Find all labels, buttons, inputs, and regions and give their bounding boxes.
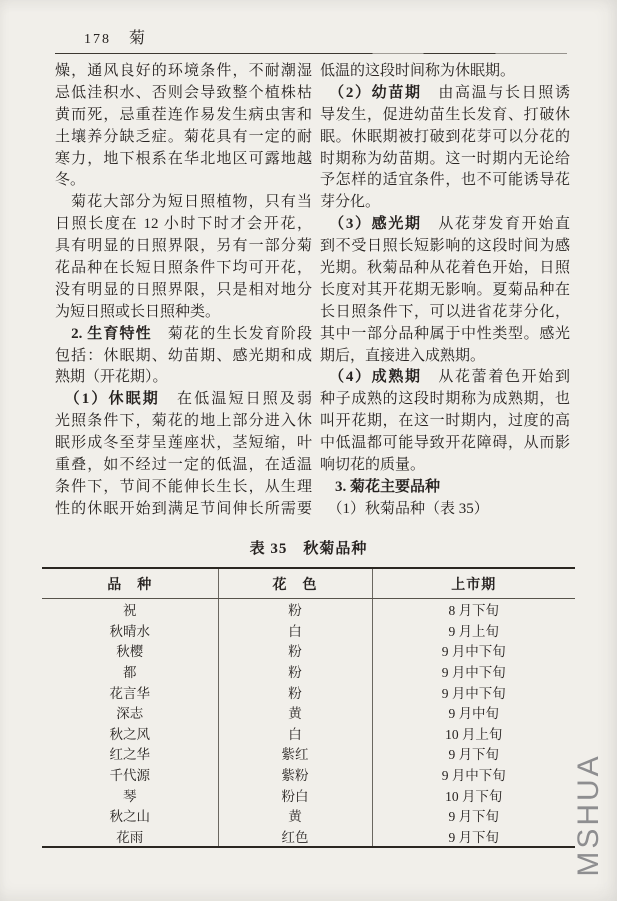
text-line: 菊花大部分为短日照植物，只有当 [55,194,312,211]
table-row [42,805,575,826]
variety-cell: 花雨 [42,826,218,848]
variety-cell: 深志 [42,702,218,723]
text-line: 花品种在长短日照条件下均可开花， [55,260,312,277]
text-line: 土壤养分缺乏症。菊花具有一定的耐 [55,128,312,145]
text-line: 为短日照或长日照种类。 [55,303,221,320]
table-row [42,661,575,682]
flower-color-cell: 粉 [218,681,372,702]
text-line: 响切花的质量。 [320,457,426,474]
text-line: 长度对其开花期无影响。夏菊品种在 [320,281,570,298]
text-line: 光照条件下，菊花的地上部分进入休 [55,413,312,430]
flower-color-cell: 粉白 [218,784,372,805]
table-row [42,681,575,702]
text-line: 叫开花期，在这一时期内，过度的高 [320,413,570,430]
flower-color-cell: 粉 [218,599,372,620]
text-line: 其中一部分品种属于中性类型。感光 [320,325,570,342]
market-period-cell: 8 月下旬 [448,603,500,619]
table-row [42,620,575,641]
text-line: 予怎样的适宜条件，也不可能诱导花 [320,172,570,189]
table-header-row [42,568,575,599]
variety-cell: 红之华 [42,743,218,764]
header-flower-color: 花 色 [218,568,372,599]
text-line: 长日照条件下，可以进省花芽分化， [320,303,570,320]
table-row [42,743,575,764]
market-period-cell: 9 月中下旬 [441,685,506,701]
table-row [42,599,575,620]
text-line: 导发生，促进幼苗生长发育、打破休 [320,106,570,123]
variety-cell: 千代源 [42,764,218,785]
header-rule [55,53,567,54]
table-row [42,640,575,661]
market-period-cell: 9 月中下旬 [441,665,506,681]
table-row [42,723,575,744]
flower-color-cell: 粉 [218,640,372,661]
flower-color-cell: 粉 [218,661,372,682]
varieties-table-section [42,537,575,848]
variety-cell: 琴 [42,784,218,805]
text-line: 中低温都可能导致开花障碍，从而影 [320,435,570,452]
variety-cell: 秋之风 [42,723,218,744]
market-period-cell: 9 月中下旬 [441,644,506,660]
table-row [42,826,575,848]
text-line: 熟期（开花期）。 [55,369,168,386]
text-line: （1）秋菊品种（表 35） [320,500,489,517]
variety-cell: 都 [42,661,218,682]
flower-color-cell: 紫粉 [218,764,372,785]
text-line: 日照长度在 12 小时下时才会开花， [55,216,312,233]
flower-color-cell: 红色 [218,826,372,848]
text-line: 种子成熟的这段时期称为成熟期，也 [320,391,570,408]
text-line: 3. 菊花主要品种 [320,478,441,495]
page-header [84,25,145,48]
chapter-title: 菊 [129,30,146,47]
text-line: 光期。秋菊品种从花着色开始，日照 [320,260,570,277]
text-line: 具有明显的日照界限，另有一部分菊 [55,238,312,255]
varieties-table [42,567,575,848]
market-period-cell: 10 月上旬 [445,726,503,742]
text-line: 没有明显的日照界限，只是相对地分 [55,281,312,298]
text-column-right [320,61,570,521]
text-line: 寒力，地下根系在华北地区可露地越 [55,150,312,167]
header-market-period: 上市期 [372,568,575,599]
text-line: 冬。 [55,172,86,189]
flower-color-cell: 黄 [218,702,372,723]
text-line: 性的休眠开始到满足节间伸长所需要 [55,500,312,517]
text-line: 黄而死，忌重茬连作易发生病虫害和 [55,106,312,123]
market-period-cell: 9 月中旬 [448,706,500,722]
variety-cell: 花言华 [42,681,218,702]
market-period-cell: 9 月中下旬 [441,768,506,784]
text-line: 条件下，节间不能伸长生长，从生理 [55,478,312,495]
text-line: 重叠，如不经过一定的低温，在适温 [55,457,312,474]
text-line: 眠。休眠期被打破到花芽可以分花的 [320,128,570,145]
variety-cell: 秋之山 [42,805,218,826]
header-variety: 品 种 [42,568,218,599]
flower-color-cell: 黄 [218,805,372,826]
flower-color-cell: 白 [218,620,372,641]
text-line: 忌低洼积水、否则会导致整个植株枯 [55,84,312,101]
flower-color-cell: 白 [218,723,372,744]
text-line: （1）休眠期 在低温短日照及弱 [55,391,312,408]
page-number: 178 [84,32,111,47]
text-line: 眠形成冬至芽呈莲座状，茎短缩，叶 [55,435,312,452]
market-period-cell: 10 月下旬 [445,788,503,804]
market-period-cell: 9 月下旬 [448,747,500,763]
text-line: 到不受日照长短影响的这段时间为感 [320,238,570,255]
text-line: 燥，通风良好的环境条件，不耐潮湿 [55,63,312,79]
table-row [42,784,575,805]
text-line: 芽分化。 [320,194,381,211]
text-line: （4）成熟期 从花蕾着色开始到 [320,369,570,386]
text-line: 包括：休眠期、幼苗期、感光期和成 [55,347,312,364]
table-title: 表 35 秋菊品种 [249,541,368,557]
variety-cell: 秋樱 [42,640,218,661]
text-line: 低温的这段时间称为休眠期。 [320,63,516,79]
table-row [42,702,575,723]
text-column-left [55,61,312,521]
text-line: 2. 生育特性 菊花的生长发育阶段 [55,325,312,342]
market-period-cell: 9 月上旬 [448,623,500,639]
text-line: 时期称为幼苗期。这一时期内无论给 [320,150,570,167]
text-line: （2）幼苗期 由高温与长日照诱 [320,84,570,101]
text-line: （3）感光期 从花芽发育开始直 [320,216,570,233]
table-row [42,764,575,785]
flower-color-cell: 紫红 [218,743,372,764]
watermark: MSHUA [572,753,605,877]
text-line: 期后，直接进入成熟期。 [320,347,486,364]
market-period-cell: 9 月下旬 [448,809,500,825]
variety-cell: 秋晴水 [42,620,218,641]
variety-cell: 祝 [42,599,218,620]
market-period-cell: 9 月下旬 [448,829,500,845]
